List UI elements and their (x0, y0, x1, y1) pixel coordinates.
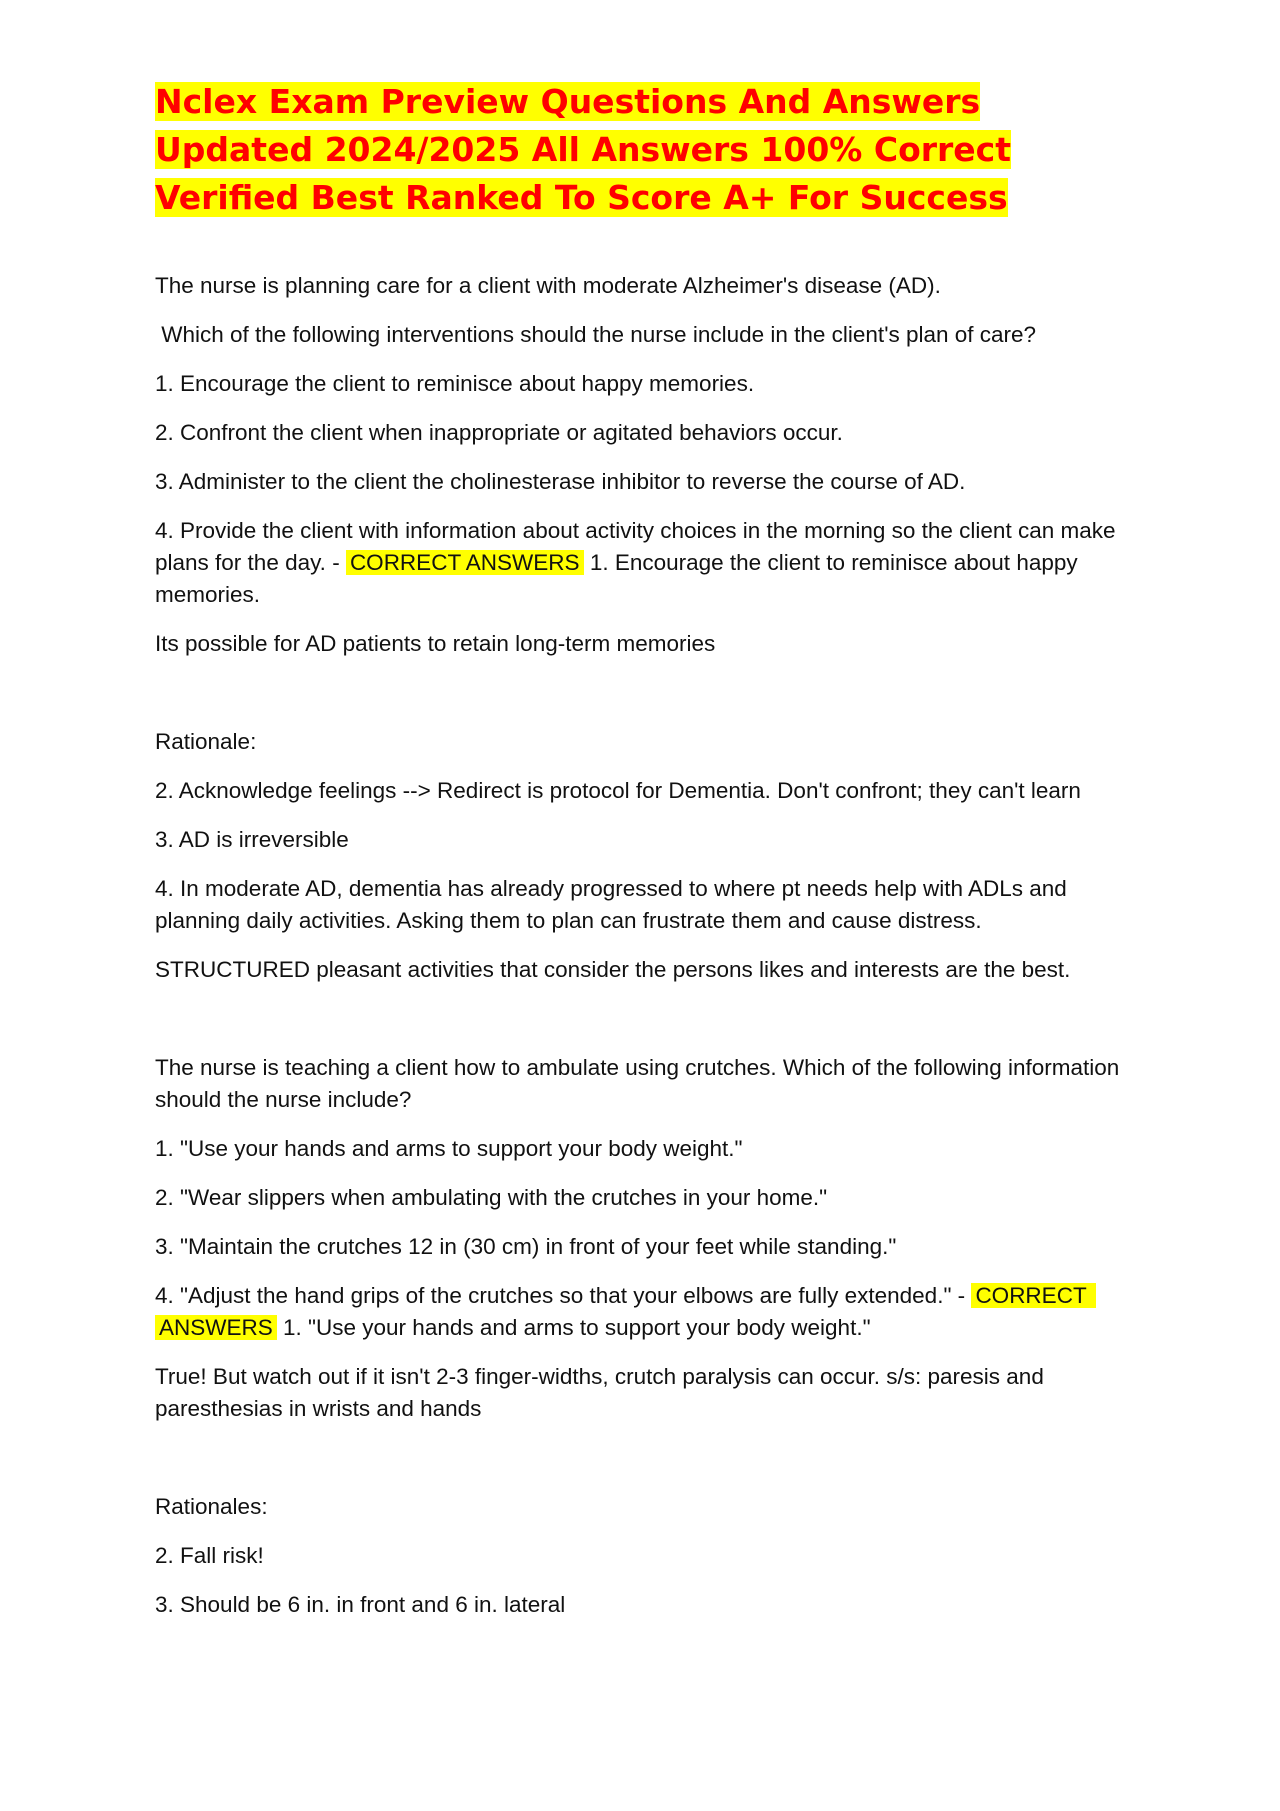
q2-option-3: 3. "Maintain the crutches 12 in (30 cm) in front of your feet while standing." (155, 1234, 897, 1259)
q1-option-1: 1. Encourage the client to reminisce about happy memories. (155, 371, 755, 396)
q1-rationale-2: 2. Acknowledge feelings --> Redirect is protocol for Dementia. Don't confront; they can't learn (155, 778, 1081, 803)
q1-stem: The nurse is planning care for a client with moderate Alzheimer's disease (AD). (155, 273, 941, 298)
document-body (155, 270, 1140, 1621)
q2-option-2: 2. "Wear slippers when ambulating with the crutches in your home." (155, 1185, 828, 1210)
q1-rationale-4: 4. In moderate AD, dementia has already progressed to where pt needs help with ADLs and planning daily activities. Asking them to plan can frustrate them and cause distress. (155, 876, 1074, 933)
q2-note: True! But watch out if it isn't 2-3 finger-widths, crutch paralysis can occur. s/s: paresis and paresthesias in wrists and hands (155, 1364, 1051, 1421)
q1-rationale-3: 3. AD is irreversible (155, 827, 349, 852)
q1-option-2: 2. Confront the client when inappropriate or agitated behaviors occur. (155, 420, 843, 445)
q1-option-4-with-answer (155, 515, 1140, 611)
q2-rationale-heading: Rationales: (155, 1494, 268, 1519)
document-title (155, 78, 1140, 222)
q2-stem: The nurse is teaching a client how to ambulate using crutches. Which of the following information should the nurse include? (155, 1055, 1126, 1112)
q1-rationale-heading: Rationale: (155, 729, 257, 754)
q1-option-4: 4. Provide the client with information about activity choices in the morning so the client can make plans for the day. - (155, 518, 1122, 575)
q1-correct-answers-label: CORRECT ANSWERS (346, 550, 584, 575)
q2-correct-answers-label: CORRECT ANSWERS (155, 1283, 1096, 1340)
q2-rationale-2: 2. Fall risk! (155, 1543, 264, 1568)
q2-option-4: 4. "Adjust the hand grips of the crutches so that your elbows are fully extended." - (155, 1283, 972, 1308)
document-title-text: Nclex Exam Preview Questions And Answers Updated 2024/2025 All Answers 100% Correct Verified Best Ranked To Score A+ For Success (155, 82, 1012, 217)
spacer (155, 677, 1140, 709)
q1-option-3: 3. Administer to the client the cholinesterase inhibitor to reverse the course of AD. (155, 469, 966, 494)
q1-correct-answer: 1. Encourage the client to reminisce about happy memories. (155, 550, 1084, 607)
spacer (155, 1003, 1140, 1035)
q1-note: Its possible for AD patients to retain long-term memories (155, 631, 716, 656)
q2-option-1: 1. "Use your hands and arms to support your body weight." (155, 1136, 743, 1161)
q2-correct-answer: 1. "Use your hands and arms to support your body weight." (276, 1315, 871, 1340)
q2-rationale-3: 3. Should be 6 in. in front and 6 in. lateral (155, 1592, 566, 1617)
spacer (155, 1442, 1140, 1474)
q1-rationale-5: STRUCTURED pleasant activities that consider the persons likes and interests are the best. (155, 957, 1071, 982)
q2-option-4-with-answer (155, 1280, 1140, 1344)
q1-question: Which of the following interventions should the nurse include in the client's plan of care? (155, 322, 1037, 347)
